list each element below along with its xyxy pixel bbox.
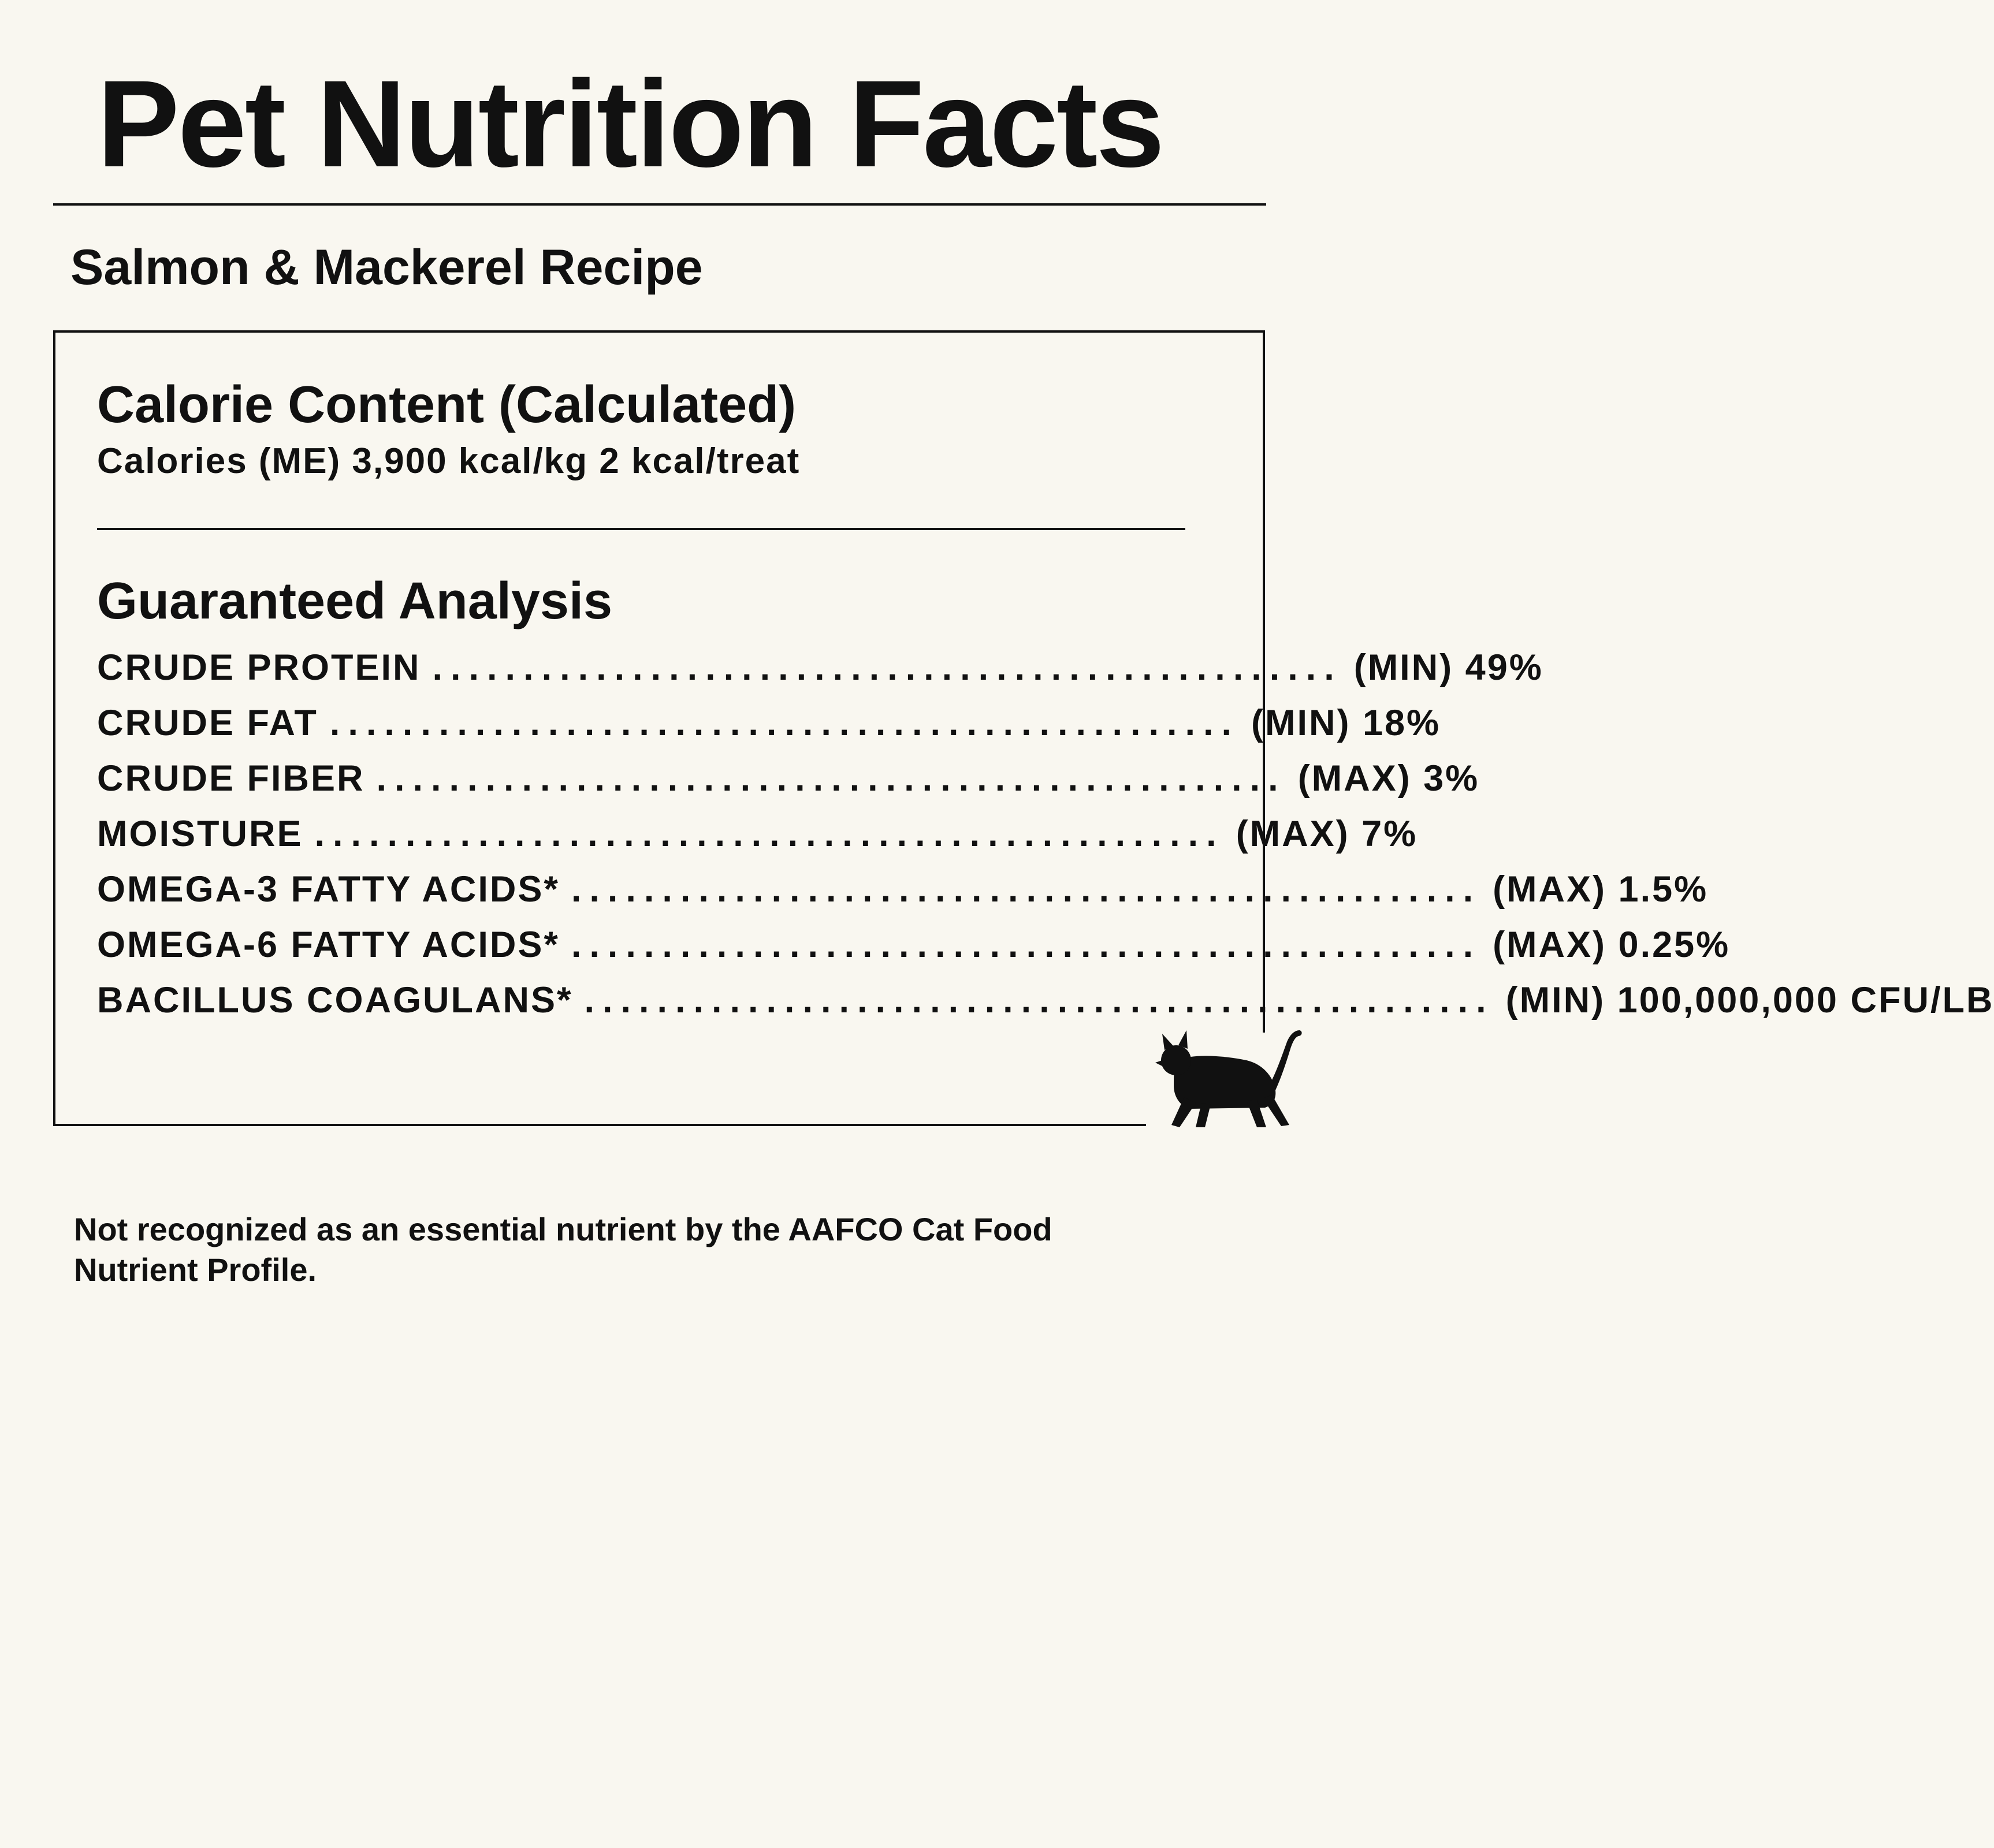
dot-leader: ..................................................: [584, 980, 1494, 1020]
calorie-content-heading: Calorie Content (Calculated): [97, 376, 797, 434]
dot-leader: ..................................................: [571, 869, 1482, 910]
section-divider: [97, 528, 1185, 530]
analysis-row: [97, 758, 1480, 813]
analysis-row: [97, 702, 1441, 758]
recipe-name: Salmon & Mackerel Recipe: [70, 240, 703, 295]
nutrient-value: (MAX) 1.5%: [1493, 869, 1709, 910]
dot-leader: ..................................................: [432, 647, 1342, 688]
nutrient-name: OMEGA-6 FATTY ACIDS*: [97, 925, 560, 965]
analysis-row: [97, 813, 1418, 869]
nutrient-value: (MAX) 3%: [1297, 758, 1480, 799]
nutrient-value: (MIN) 18%: [1251, 703, 1441, 743]
nutrient-name: MOISTURE: [97, 814, 303, 854]
nutrient-value: (MAX) 0.25%: [1493, 925, 1731, 965]
cat-silhouette-icon: [1154, 1022, 1304, 1132]
nutrient-value: (MIN) 100,000,000 CFU/LB: [1505, 980, 1994, 1020]
analysis-row: [97, 869, 1709, 924]
nutrition-panel: [53, 330, 1994, 1126]
nutrient-name: CRUDE FAT: [97, 703, 318, 743]
calorie-content-value: Calories (ME) 3,900 kcal/kg 2 kcal/treat: [97, 441, 801, 481]
title-divider: [53, 203, 1266, 206]
dot-leader: ..................................................: [329, 703, 1240, 743]
analysis-row: [97, 924, 1731, 979]
nutrient-value: (MIN) 49%: [1353, 647, 1543, 688]
footnote: Not recognized as an essential nutrient by the AAFCO Cat Food Nutrient Profile.: [74, 1211, 1052, 1288]
guaranteed-analysis-heading: Guaranteed Analysis: [97, 572, 613, 630]
nutrient-value: (MAX) 7%: [1236, 814, 1418, 854]
nutrient-name: CRUDE PROTEIN: [97, 647, 421, 688]
nutrient-name: CRUDE FIBER: [97, 758, 365, 799]
analysis-row: [97, 647, 1543, 702]
analysis-list: [97, 647, 1994, 1035]
nutrient-name: BACILLUS COAGULANS*: [97, 980, 573, 1020]
analysis-row: [97, 979, 1994, 1035]
dot-leader: ..................................................: [376, 758, 1286, 799]
dot-leader: ..................................................: [314, 814, 1225, 854]
nutrient-name: OMEGA-3 FATTY ACIDS*: [97, 869, 560, 910]
dot-leader: ..................................................: [571, 925, 1482, 965]
page-title: Pet Nutrition Facts: [97, 55, 1163, 193]
